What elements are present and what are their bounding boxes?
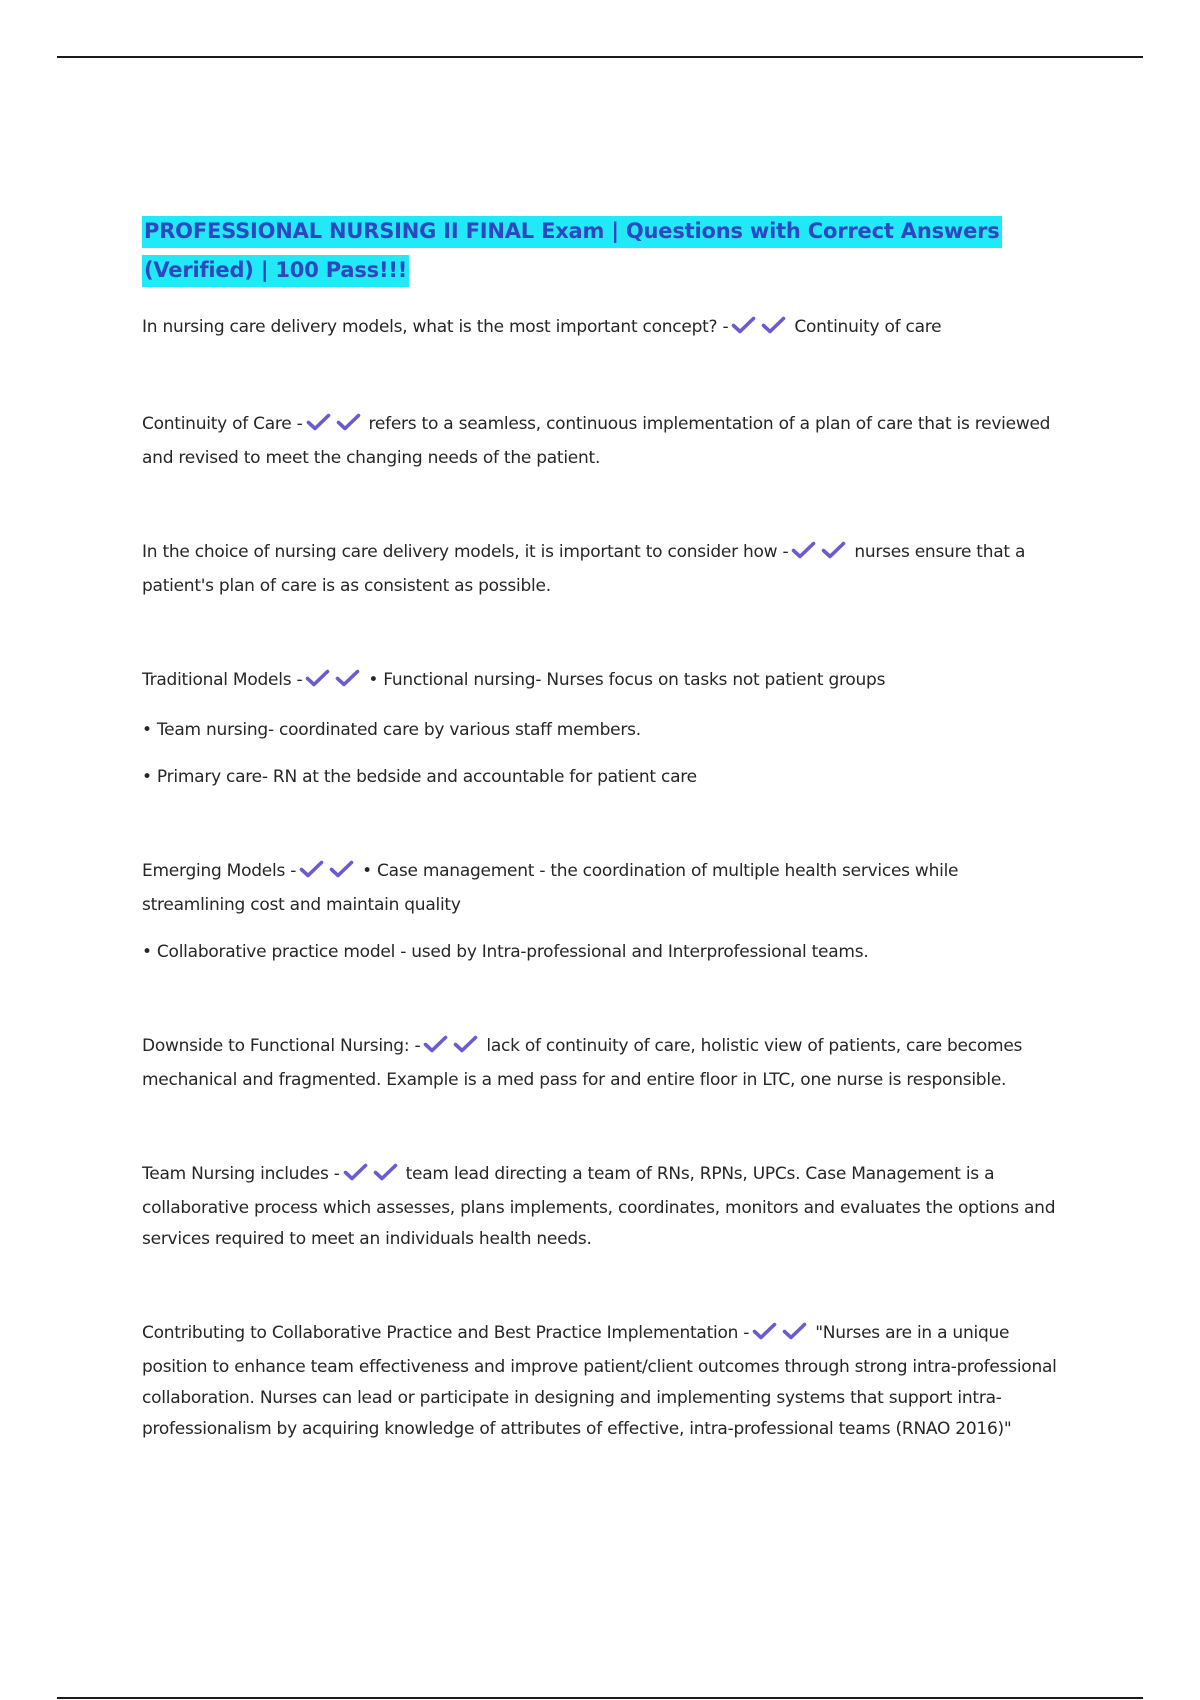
check-mark-icon (306, 412, 331, 432)
qa-bullet: • Primary care- RN at the bedside and accountable for patient care (142, 767, 697, 787)
check-mark-icon (791, 540, 816, 560)
qa-answer: team lead directing a team of RNs, RPNs, UPCs. Case Management is a collaborative process which assesses, plans implements, coordinates, monitors and evaluates the options and services required to meet an individuals health needs. (142, 1164, 1056, 1249)
check-mark-icon (329, 859, 354, 879)
answer-marker (423, 1034, 483, 1065)
qa-list (142, 312, 1062, 1445)
qa-term: Traditional Models - (142, 670, 303, 690)
qa-item (142, 856, 1062, 968)
qa-line (142, 409, 1062, 474)
qa-item (142, 1159, 1062, 1255)
check-mark-icon (782, 1321, 807, 1341)
answer-marker (791, 540, 851, 571)
check-mark-icon (821, 540, 846, 560)
document-body (142, 212, 1062, 1508)
qa-term: Emerging Models - (142, 861, 297, 881)
check-mark-icon (305, 668, 330, 688)
answer-marker (306, 412, 366, 443)
check-mark-icon (299, 859, 324, 879)
check-mark-icon (752, 1321, 777, 1341)
document-title (142, 212, 1062, 290)
qa-answer: nurses ensure that a patient's plan of care is as consistent as possible. (142, 542, 1026, 596)
answer-marker (731, 315, 791, 346)
check-mark-icon (453, 1034, 478, 1054)
check-mark-icon (343, 1162, 368, 1182)
check-mark-icon (761, 315, 786, 335)
qa-item (142, 312, 1062, 346)
qa-item (142, 1031, 1062, 1096)
answer-marker (343, 1162, 403, 1193)
qa-term: In nursing care delivery models, what is the most important concept? - (142, 317, 729, 337)
qa-term: In the choice of nursing care delivery models, it is important to consider how - (142, 542, 789, 562)
qa-line (142, 665, 1062, 699)
check-mark-icon (336, 412, 361, 432)
qa-item (142, 537, 1062, 602)
check-mark-icon (423, 1034, 448, 1054)
answer-marker (299, 859, 359, 890)
qa-term: Contributing to Collaborative Practice and Best Practice Implementation - (142, 1323, 750, 1343)
qa-item (142, 665, 1062, 793)
qa-line (142, 856, 1062, 921)
answer-marker (305, 668, 365, 699)
qa-term: Downside to Functional Nursing: - (142, 1036, 421, 1056)
check-mark-icon (731, 315, 756, 335)
qa-bullet: • Team nursing- coordinated care by various staff members. (142, 720, 641, 740)
qa-line (142, 537, 1062, 602)
qa-term: Continuity of Care - (142, 414, 303, 434)
qa-line (142, 1318, 1062, 1445)
qa-answer: "Nurses are in a unique position to enhance team effectiveness and improve patient/client outcomes through strong intra-professional collaboration. Nurses can lead or participate in designing and implementing systems that support intra-professionalism by acquiring knowledge of attributes of effective, intra-professional teams (RNAO 2016)" (142, 1323, 1057, 1439)
answer-marker (752, 1321, 812, 1352)
check-mark-icon (373, 1162, 398, 1182)
qa-term: Team Nursing includes - (142, 1164, 340, 1184)
footer-rule (57, 1697, 1143, 1699)
qa-line (142, 1159, 1062, 1255)
qa-answer: lack of continuity of care, holistic view of patients, care becomes mechanical and fragmented. Example is a med pass for and entire floor in LTC, one nurse is responsible. (142, 1036, 1023, 1090)
qa-line (142, 1031, 1062, 1096)
qa-answer: Continuity of care (794, 317, 942, 337)
qa-answer: refers to a seamless, continuous implementation of a plan of care that is reviewed and revised to meet the changing needs of the patient. (142, 414, 1051, 468)
qa-answer: • Functional nursing- Nurses focus on tasks not patient groups (368, 670, 886, 690)
qa-answer: • Case management - the coordination of multiple health services while streamlining cost and maintain quality (142, 861, 959, 915)
qa-item (142, 1318, 1062, 1445)
title-highlight: PROFESSIONAL NURSING II FINAL Exam | Questions with Correct Answers (Verified) | 100 Pass!!! (142, 216, 1002, 287)
check-mark-icon (335, 668, 360, 688)
qa-line (142, 312, 1062, 346)
qa-bullet: • Collaborative practice model - used by Intra-professional and Interprofessional teams. (142, 942, 869, 962)
header-rule (57, 56, 1143, 58)
qa-item (142, 409, 1062, 474)
